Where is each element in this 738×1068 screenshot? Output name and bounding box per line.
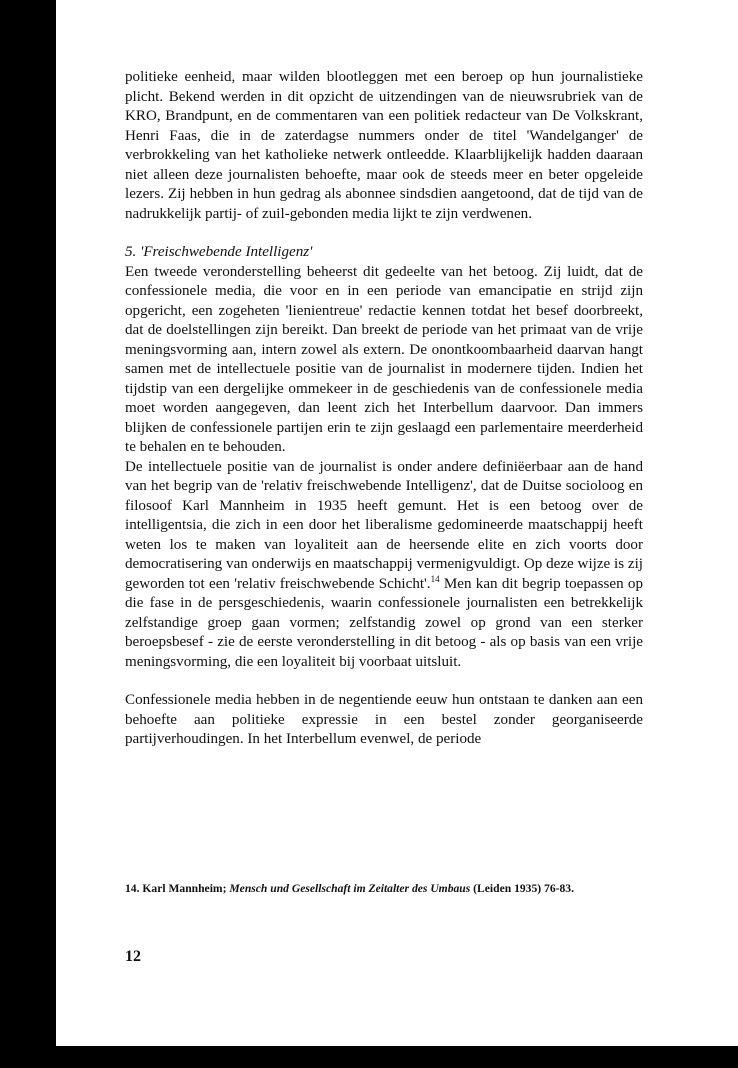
footnote-number: 14. Karl Mannheim; bbox=[125, 882, 227, 895]
paragraph-3-part-b: Men kan dit begrip toepassen op die fase in de persgeschiedenis, waarin confessionele journalisten een betrekkelijk zelfstandige groep gaan vormen; zelfstandig zowel op grond van een sterker beroepsbesef - zie de eerste veronderstelling in dit betoog - als op basis van een vrije meningsvorming, die een loyaliteit bij voorbaat uitsluit. bbox=[125, 575, 643, 670]
page-number: 12 bbox=[125, 948, 141, 965]
footnote-details: (Leiden 1935) 76-83. bbox=[473, 882, 574, 895]
paragraph-3-part-a: De intellectuele positie van de journalist is onder andere definiëerbaar aan de hand van het begrip van de 'relativ freischwebende Intelligenz', dat de Duitse socioloog en filosoof Karl Mannheim in 1935 heeft gemunt. Het is een betoog over de intelligentsia, die zich in een door het liberalisme gedomineerde maatschappij heeft weten los te maken van loyaliteit aan de heersende elite en zich voorts door democratisering van onderwijs en maatschappij vermenigvuldigt. Op deze wijze is zij geworden tot een 'relativ freischwebende Schicht'. bbox=[125, 458, 643, 592]
scan-border-bottom bbox=[0, 1046, 738, 1068]
footnote-marker: 14 bbox=[430, 573, 440, 584]
paragraph-4: Confessionele media hebben in de negentiende eeuw hun ontstaan te danken aan een behoefte aan politieke expressie in een bestel zonder georganiseerde partijverhoudingen. In het Interbellum evenwel, de periode bbox=[125, 692, 643, 747]
paragraph-2: Een tweede veronderstelling beheerst dit gedeelte van het betoog. Zij luidt, dat de confessionele media, die voor en in een periode van emancipatie en strijd zijn opgericht, een zogeheten 'lienientreue' redactie kennen totdat het besef doorbreekt, dat de doelstellingen zijn bereikt. Dan breekt de periode van het primaat van de vrije meningsvorming aan, intern zowel als extern. De onontkoombaarheid daarvan hangt samen met de intellectuele positie van de journalist in modernere tijden. Indien het tijdstip van een dergelijke ommekeer in de geschiedenis van de confessionele media moet worden aangegeven, dan leent zich het Interbellum daarvoor. Dan immers blijken de confessionele partijen erin te zijn geslaagd een parlementaire meerderheid te behalen en te behouden. bbox=[125, 263, 643, 455]
scan-border-left bbox=[0, 0, 56, 1068]
paragraph-3 bbox=[125, 458, 643, 673]
page-body bbox=[125, 68, 643, 750]
section-heading: 5. 'Freischwebende Intelligenz' bbox=[125, 244, 313, 260]
paragraph-1: politieke eenheid, maar wilden blootleggen met een beroep op hun journalistieke plicht. Bekend werden in dit opzicht de uitzendingen van de nieuwsrubriek van de KRO, Brandpunt, en de commentaren van een politiek redacteur van De Volkskrant, Henri Faas, die in de zaterdagse nummers onder de titel 'Wandelganger' de verbrokkeling van het katholieke netwerk ontleedde. Klaarblijkelijk hadden daaraan niet alleen deze journalisten behoefte, maar ook de steeds meer en beter opgeleide lezers. Zij hebben in hun gedrag als abonnee sindsdien aangetoond, dat de tijd van de nadrukkelijk partij- of zuil-gebonden media lijkt te zijn verdwenen. bbox=[125, 69, 643, 222]
footnote-title: Mensch und Gesellschaft im Zeitalter des Umbaus bbox=[229, 882, 471, 895]
footnote bbox=[125, 881, 643, 896]
